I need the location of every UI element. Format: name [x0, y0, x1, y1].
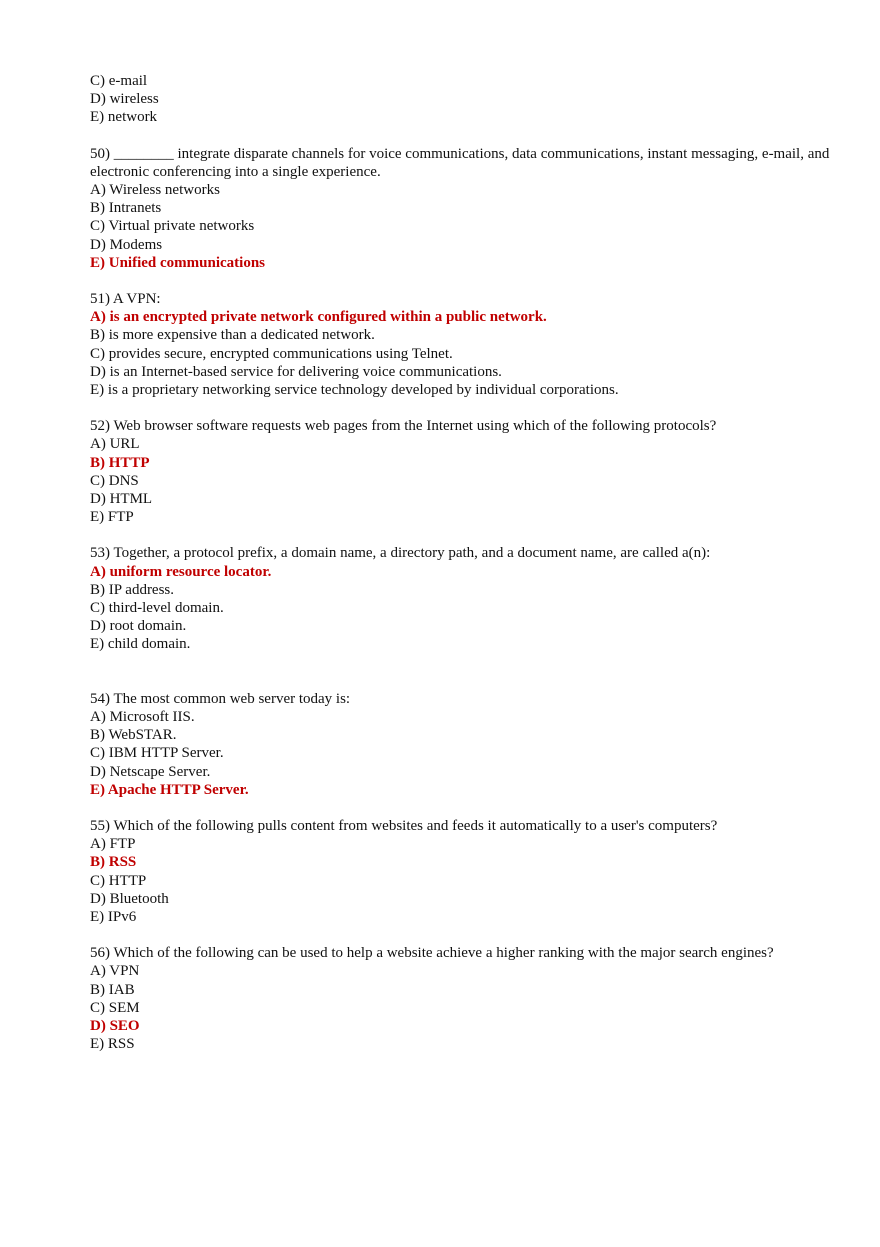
- option-line: E) RSS: [90, 1036, 135, 1053]
- question-stem: 52) Web browser software requests web pages from the Internet using which of the following protocols?: [90, 418, 717, 435]
- option-line: B) Intranets: [90, 200, 162, 217]
- correct-answer: E) Apache HTTP Server.: [90, 781, 249, 798]
- question-stem: 50) ________ integrate disparate channels for voice communications, data communications, instant messaging, e-mail, and electronic conferencing into a single experience.: [90, 145, 830, 180]
- question-55: [90, 817, 830, 926]
- option-line: A) Microsoft IIS.: [90, 708, 195, 725]
- option-line: D) Netscape Server.: [90, 763, 211, 780]
- option-line: D) Modems: [90, 236, 163, 253]
- option-line: A) VPN: [90, 963, 140, 980]
- option-line: C) Virtual private networks: [90, 218, 255, 235]
- document-page: [90, 72, 830, 1053]
- question-53: [90, 544, 830, 653]
- correct-answer: A) uniform resource locator.: [90, 563, 272, 580]
- option-line: C) third-level domain.: [90, 600, 224, 617]
- option-line: E) child domain.: [90, 636, 191, 653]
- question-51: [90, 290, 830, 399]
- option-line: B) IAB: [90, 981, 135, 998]
- option-line: D) is an Internet-based service for delivering voice communications.: [90, 363, 502, 380]
- option-line: C) provides secure, encrypted communications using Telnet.: [90, 345, 453, 362]
- option-line: C) DNS: [90, 472, 139, 489]
- question-56: [90, 944, 830, 1053]
- option-line: B) IP address.: [90, 581, 175, 598]
- question-stem: 55) Which of the following pulls content from websites and feeds it automatically to a user's computers?: [90, 817, 718, 834]
- correct-answer: B) HTTP: [90, 454, 150, 471]
- option-line: E) is a proprietary networking service technology developed by individual corporations.: [90, 382, 619, 399]
- question-50: [90, 145, 830, 272]
- option-line: D) root domain.: [90, 618, 187, 635]
- correct-answer: D) SEO: [90, 1017, 140, 1034]
- question-stem: 51) A VPN:: [90, 291, 161, 308]
- option-line: E) IPv6: [90, 908, 137, 925]
- option-line: A) URL: [90, 436, 140, 453]
- option-line: D) HTML: [90, 491, 153, 508]
- correct-answer: A) is an encrypted private network configured within a public network.: [90, 309, 547, 326]
- option-line: C) IBM HTTP Server.: [90, 745, 224, 762]
- option-line: A) Wireless networks: [90, 182, 220, 199]
- question-52: [90, 417, 830, 526]
- correct-answer: E) Unified communications: [90, 254, 266, 271]
- correct-answer: B) RSS: [90, 854, 137, 871]
- question-stem: 56) Which of the following can be used to help a website achieve a higher ranking with the major search engines?: [90, 945, 774, 962]
- question-stem: 53) Together, a protocol prefix, a domain name, a directory path, and a document name, are called a(n):: [90, 545, 711, 562]
- question-stem: 54) The most common web server today is:: [90, 690, 351, 707]
- option-line: A) FTP: [90, 836, 136, 853]
- option-line: E) FTP: [90, 509, 134, 526]
- option-line: B) WebSTAR.: [90, 727, 177, 744]
- option-line: C) e-mail: [90, 73, 148, 89]
- option-line: C) HTTP: [90, 872, 147, 889]
- option-line: D) wireless: [90, 91, 159, 108]
- option-line: E) network: [90, 109, 158, 126]
- option-line: D) Bluetooth: [90, 890, 169, 907]
- option-line: C) SEM: [90, 999, 140, 1016]
- question-54: [90, 690, 830, 799]
- option-line: B) is more expensive than a dedicated network.: [90, 327, 375, 344]
- continued-options: [90, 72, 830, 127]
